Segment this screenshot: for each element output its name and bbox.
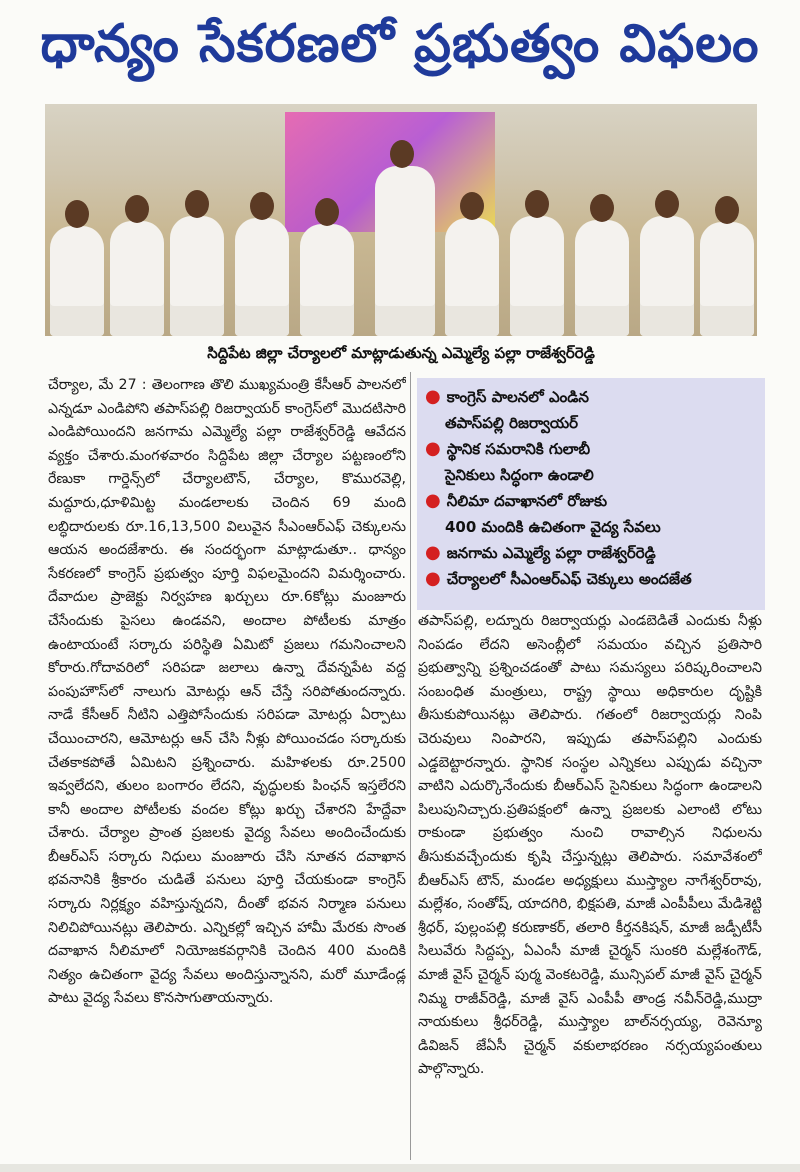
seated-person [300, 224, 354, 336]
seated-person [445, 218, 499, 336]
highlight-continuation: సైనికులు సిద్ధంగా ఉండాలి [445, 466, 594, 484]
column-divider [410, 372, 411, 1160]
highlight-item [425, 566, 757, 592]
article-column-2: తపాస్‌పల్లి, లద్నూరు రిజర్వాయర్లు ఎండబెడితే ఎందుకు నీళ్లు నింపడం లేదని అసెంబ్లీలో సమయం వచ్చిన ప్రతిసారి ప్రభుత్వాన్ని ప్రశ్నించడంతో పాటు సమస్యలు పరిష్కరించాలని సంబంధిత మంత్రులు, రాష్ట్ర స్థాయి అధికారుల దృష్టికి తీసుకుపోయినట్లు తెలిపారు. గతంలో రిజర్వాయర్లు నింపి చెరువులు నింపారని, ఇప్పుడు తపాస్‌పల్లిని ఎందుకు ఎడ్డబెట్టారన్నారు. స్థానిక సంస్థల ఎన్నికలు ఎప్పుడు వచ్చినా వాటిని ఎదుర్కొనేందుకు బీఆర్‌ఎస్ సైనికులు సిద్ధంగా ఉండాలని పిలుపునిచ్చారు.ప్రతిపక్షంలో ఉన్నా ప్రజలకు ఎలాంటి లోటు రాకుండా ప్రభుత్వం నుంచి రావాల్సిన నిధులను తీసుకువచ్చేందుకు కృషి చేస్తున్నట్లు తెలిపారు. సమావేశంలో బీఆర్‌ఎస్ టౌన్, మండల అధ్యక్షులు ముస్త్యాల నాగేశ్వర్‌రావు, మల్లేశం, సంతోష్, యాదగిరి, భిక్షపతి, మాజీ ఎంపీపీలు మేడిశెట్టి శ్రీధర్, పుల్లంపల్లి కరుణాకర్, తలారి కీర్తనకిషన్, మాజీ జడ్పీటీసీ సిలువేరు సిద్దప్ప, ఏఎంసీ మాజీ చైర్మన్ సుంకరి మల్లేశంగౌడ్, మాజీ వైస్ చైర్మన్ పుర్మ వెంకటరెడ్డి, మున్సిపల్ మాజీ వైస్ చైర్మన్ నిమ్మ రాజీవ్‌రెడ్డి, మాజీ వైస్ ఎంపీపీ తాండ్ర నవీన్‌రెడ్డి,ముద్రా నాయకులు శ్రీధర్‌రెడ్డి, ముస్త్యాల బాల్‌నర్సయ్య, రెవెన్యూ డివిజన్ జేఏసీ చైర్మన్ వకులాభరణం నర్సయ్యపంతులు పాల్గొన్నారు. [418, 613, 762, 1078]
article-column-1: చేర్యాల, మే 27 : తెలంగాణ తొలి ముఖ్యమంత్రి కేసీఆర్ పాలనలో ఎన్నడూ ఎండిపోని తపాస్‌పల్లి రిజర్వాయర్ కాంగ్రెస్‌లో మొదటిసారి ఎండిపోయిందని జనగామ ఎమ్మెల్యే పల్లా రాజేశ్వర్‌రెడ్డి ఆవేదన వ్యక్తం చేశారు.మంగళవారం సిద్దిపేట జిల్లా చేర్యాల పట్టణంలోని రేణుకా గార్డెన్స్‌లో చేర్యాలటౌన్, చేర్యాల, కొమురవెల్లి, మద్దూరు,ధూళిమిట్ట మండలాలకు చెందిన 69 మంది లబ్ధిదారులకు రూ.16,13,500 విలువైన సీఎంఆర్‌ఎఫ్ చెక్కులను ఆయన అందజేశారు. ఈ సందర్భంగా మాట్లాడుతూ.. ధాన్యం సేకరణలో కాంగ్రెస్ ప్రభుత్వం పూర్తి విఫలమైందని విమర్శించారు. దేవాదుల ప్రాజెక్టు నిర్వహణ ఖర్చులు రూ.6కోట్లు మంజూరు చేసేందుకు పైసలు ఉండవని, అందాల పోటీలకు మాత్రం ఉంటాయంటే సర్కారు పరిస్థితి ఏమిటో ప్రజలు గమనించాలని కోరారు.గోదావరిలో సరిపడా జలాలు ఉన్నా దేవన్నపేట వద్ద పంపుహౌస్‌లో నాలుగు మోటర్లు ఆన్ చేస్తే సరిపోతుందన్నారు. నాడే కేసీఆర్ నీటిని ఎత్తిపోసేందుకు సరిపడా మోటర్లు ఏర్పాటు చేయించారని, ఆమోటర్లు ఆన్ చేసి నీళ్లు పోయించడం సర్కారుకు చేతకాకపోతే ఏమిటని ప్రశ్నించారు. మహిళలకు రూ.2500 ఇవ్వలేదని, తులం బంగారం లేదని, వృద్ధులకు పింఛన్ ఇస్తలేరని కానీ అందాల పోటీలకు వందల కోట్లు ఖర్చు చేశారని హేద్దేవా చేశారు. చేర్యాల ప్రాంత ప్రజలకు వైద్య సేవలు అందించేందుకు బీఆర్‌ఎస్ సర్కారు నిధులు మంజూరు చేసి నూతన దవాఖాన భవనానికి శ్రీకారం చుడితే పనులు పూర్తి చేయకుండా కాంగ్రెస్ సర్కారు నిర్లక్ష్యం వహిస్తున్నదని, దీంతో భవన నిర్మాణ పనులు నిలిచిపోయినట్లు తెలిపారు. ఎన్నికల్లో ఇచ్చిన హామీ మేరకు సొంత దవాఖాన నీలిమాలో నియోజకవర్గానికి చెందిన 400 మందికి నిత్యం ఉచితంగా వైద్య సేవలు అందిస్తున్నానని, మరో మూడేండ్ల పాటు వైద్య సేవలు కొనసాగుతాయన్నారు. [48, 377, 406, 1007]
seated-person [575, 220, 629, 336]
bullet-icon: ● [425, 386, 441, 407]
speaker-figure [375, 166, 435, 336]
bullet-icon: ● [425, 542, 441, 563]
photo-caption: సిద్దిపేట జిల్లా చేర్యాలలో మాట్లాడుతున్న ఎమ్మెల్యే పల్లా రాజేశ్వర్‌రెడ్డి [207, 344, 595, 362]
highlights-box [417, 378, 765, 610]
highlight-item [425, 540, 757, 566]
news-photo [45, 104, 757, 336]
headline: ధాన్యం సేకరణలో ప్రభుత్వం విఫలం [40, 13, 760, 74]
highlight-text: జనగామ ఎమ్మెల్యే పల్లా రాజేశ్వర్‌రెడ్డి [446, 544, 656, 562]
bullet-icon: ● [425, 490, 441, 511]
highlight-item [425, 488, 757, 514]
seated-person [110, 221, 164, 336]
highlight-text: నీలిమా దవాఖానలో రోజుకు [446, 492, 608, 510]
seated-person [50, 226, 104, 336]
highlight-text: కాంగ్రెస్ పాలనలో ఎండిన [446, 388, 589, 406]
page-footer-strip [0, 1164, 800, 1172]
seated-person [235, 218, 289, 336]
highlight-continuation: తపాస్‌పల్లి రిజర్వాయర్ [445, 414, 579, 432]
seated-person [700, 222, 754, 336]
highlight-text: స్థానిక సమరానికి గులాబీ [446, 440, 591, 458]
seated-person [170, 216, 224, 336]
bullet-icon: ● [425, 438, 441, 459]
highlight-text: చేర్యాలలో సీఎంఆర్‌ఎఫ్ చెక్కులు అందజేత [446, 570, 692, 588]
seated-person [510, 216, 564, 336]
highlight-item [425, 436, 757, 462]
bullet-icon: ● [425, 568, 441, 589]
highlight-item [425, 384, 757, 410]
seated-person [640, 216, 694, 336]
highlight-continuation: 400 మందికి ఉచితంగా వైద్య సేవలు [445, 518, 661, 536]
